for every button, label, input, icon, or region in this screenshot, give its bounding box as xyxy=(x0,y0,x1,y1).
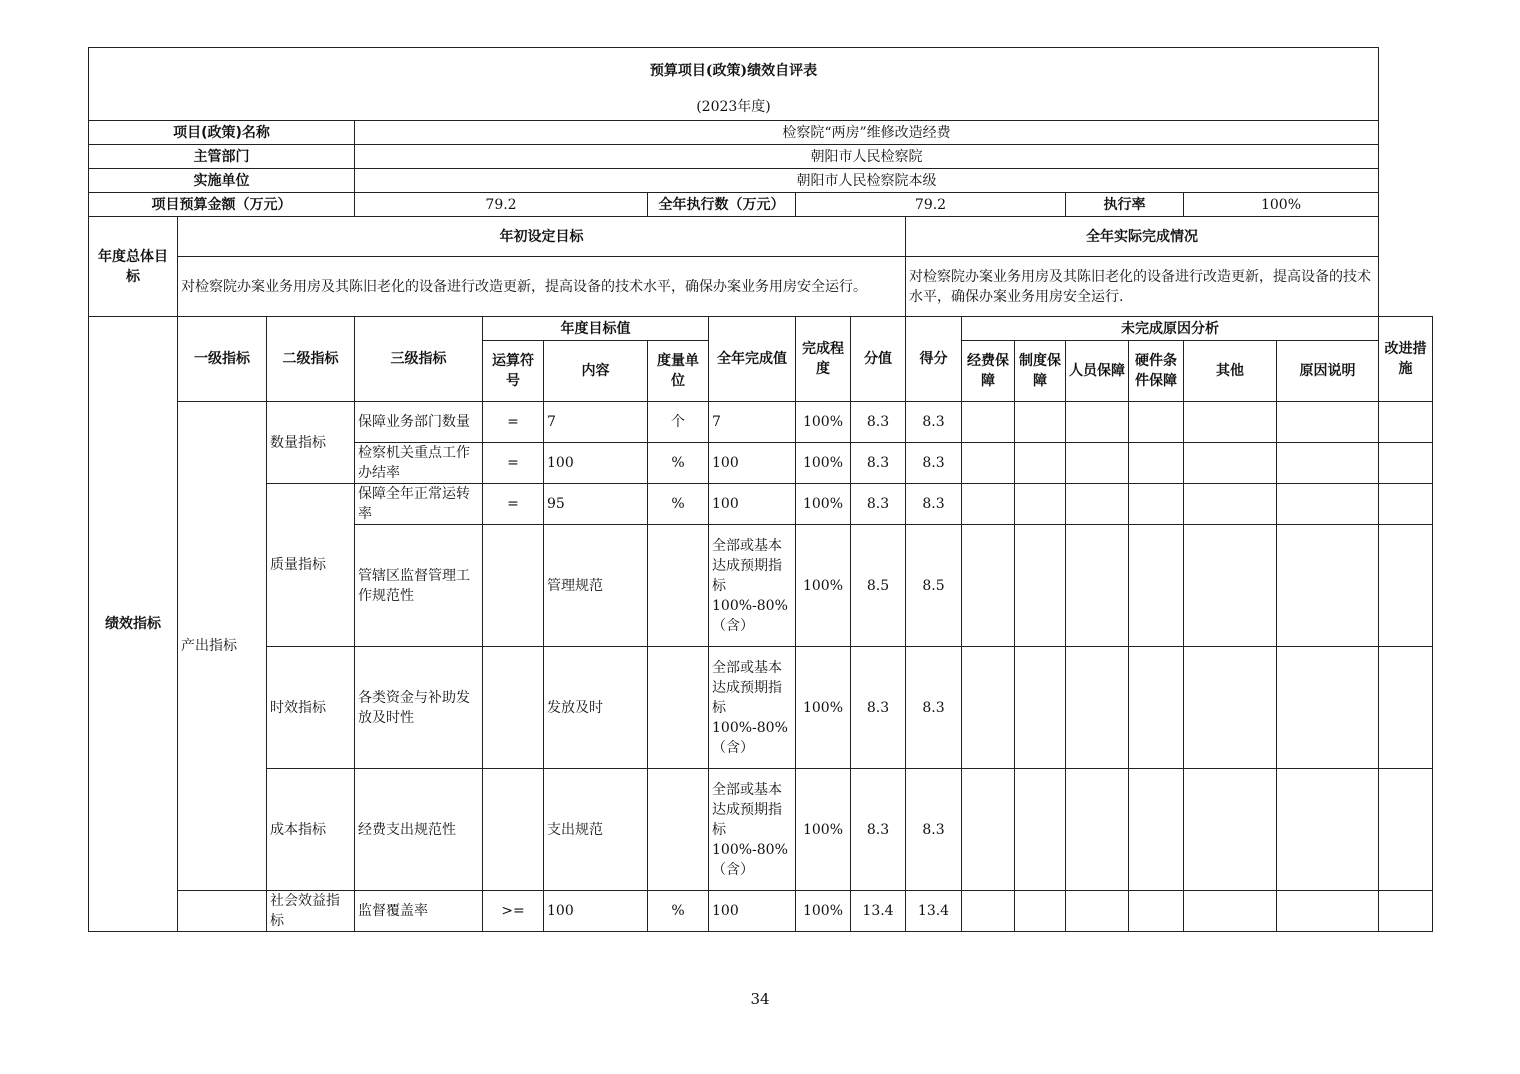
col-level2: 二级指标 xyxy=(267,317,355,402)
operator-cell: = xyxy=(483,402,544,443)
col-actual: 全年完成值 xyxy=(709,317,796,402)
content-cell: 100 xyxy=(544,443,648,484)
value-cell: 8.3 xyxy=(851,769,906,891)
project-name-label: 项目(政策)名称 xyxy=(89,121,355,145)
content-cell: 100 xyxy=(544,891,648,932)
reason-cell xyxy=(1277,402,1379,443)
improve-cell xyxy=(1379,891,1433,932)
actual-goal-text: 对检察院办案业务用房及其陈旧老化的设备进行改造更新，提高设备的技术水平，确保办案业务用房安全运行. xyxy=(906,257,1379,317)
operator-cell xyxy=(483,769,544,891)
improve-cell xyxy=(1379,769,1433,891)
reason-cell xyxy=(1277,891,1379,932)
actual-cell: 100 xyxy=(709,443,796,484)
reason-cell xyxy=(1184,891,1277,932)
reason-cell xyxy=(1129,525,1184,647)
content-cell: 95 xyxy=(544,484,648,525)
reason-cell xyxy=(1015,484,1066,525)
completion-cell: 100% xyxy=(796,443,851,484)
reason-cell xyxy=(1277,525,1379,647)
dept-label: 主管部门 xyxy=(89,145,355,169)
reason-cell xyxy=(1066,402,1129,443)
reason-cell xyxy=(962,647,1015,769)
score-cell: 8.3 xyxy=(906,402,962,443)
reason-cell xyxy=(1129,484,1184,525)
value-cell: 8.3 xyxy=(851,402,906,443)
score-cell: 8.5 xyxy=(906,525,962,647)
table-row xyxy=(89,484,1433,525)
reason-cell xyxy=(1129,891,1184,932)
level3-cell: 监督覆盖率 xyxy=(355,891,483,932)
col-reason-system: 制度保障 xyxy=(1015,341,1066,402)
improve-cell xyxy=(1379,443,1433,484)
completion-cell: 100% xyxy=(796,484,851,525)
level3-cell: 经费支出规范性 xyxy=(355,769,483,891)
table-row xyxy=(89,647,1433,769)
exec-value: 79.2 xyxy=(796,193,1066,217)
col-score-value: 分值 xyxy=(851,317,906,402)
col-improve: 改进措施 xyxy=(1379,317,1433,402)
col-level1: 一级指标 xyxy=(178,317,267,402)
operator-cell xyxy=(483,647,544,769)
completion-cell: 100% xyxy=(796,647,851,769)
level3-cell: 管辖区监督管理工作规范性 xyxy=(355,525,483,647)
value-cell: 8.3 xyxy=(851,443,906,484)
completion-cell: 100% xyxy=(796,769,851,891)
reason-cell xyxy=(1015,443,1066,484)
level2-cell: 社会效益指标 xyxy=(267,891,355,932)
level2-cell: 数量指标 xyxy=(267,402,355,484)
reason-cell xyxy=(1277,443,1379,484)
actual-cell: 全部或基本达成预期指标100%-80%（含） xyxy=(709,647,796,769)
operator-cell: = xyxy=(483,484,544,525)
reason-cell xyxy=(1129,443,1184,484)
exec-label: 全年执行数（万元） xyxy=(648,193,796,217)
level3-cell: 各类资金与补助发放及时性 xyxy=(355,647,483,769)
initial-goal-label: 年初设定目标 xyxy=(178,217,906,257)
level1-cell xyxy=(178,891,267,932)
level3-cell: 保障业务部门数量 xyxy=(355,402,483,443)
table-row xyxy=(89,769,1433,891)
reason-cell xyxy=(1277,769,1379,891)
score-cell: 8.3 xyxy=(906,484,962,525)
reason-cell xyxy=(1066,484,1129,525)
content-cell: 发放及时 xyxy=(544,647,648,769)
reason-cell xyxy=(1066,525,1129,647)
score-cell: 8.3 xyxy=(906,769,962,891)
reason-cell xyxy=(1015,525,1066,647)
unit-cell xyxy=(648,525,709,647)
reason-cell xyxy=(1129,402,1184,443)
unit-cell xyxy=(648,647,709,769)
reason-cell xyxy=(1015,769,1066,891)
content-cell: 管理规范 xyxy=(544,525,648,647)
actual-cell: 100 xyxy=(709,891,796,932)
level2-cell: 时效指标 xyxy=(267,647,355,769)
score-cell: 13.4 xyxy=(906,891,962,932)
reason-cell xyxy=(962,402,1015,443)
operator-cell xyxy=(483,525,544,647)
value-cell: 8.3 xyxy=(851,647,906,769)
reason-cell xyxy=(1015,647,1066,769)
unit-cell: % xyxy=(648,891,709,932)
reason-cell xyxy=(1277,484,1379,525)
col-target-group: 年度目标值 xyxy=(483,317,709,341)
annual-goal-label: 年度总体目标 xyxy=(89,217,178,317)
unit-cell xyxy=(648,769,709,891)
initial-goal-text: 对检察院办案业务用房及其陈旧老化的设备进行改造更新，提高设备的技术水平，确保办案业务用房安全运行。 xyxy=(178,257,906,317)
completion-cell: 100% xyxy=(796,402,851,443)
impl-unit-value: 朝阳市人民检察院本级 xyxy=(355,169,1379,193)
table-row xyxy=(89,891,1433,932)
reason-cell xyxy=(962,891,1015,932)
page-title: 预算项目(政策)绩效自评表 xyxy=(89,48,1379,95)
col-reason-fund: 经费保障 xyxy=(962,341,1015,402)
level3-cell: 检察机关重点工作办结率 xyxy=(355,443,483,484)
content-cell: 7 xyxy=(544,402,648,443)
level2-cell: 质量指标 xyxy=(267,484,355,647)
col-content: 内容 xyxy=(544,341,648,402)
reason-cell xyxy=(1129,647,1184,769)
budget-label: 项目预算金额（万元） xyxy=(89,193,355,217)
actual-cell: 7 xyxy=(709,402,796,443)
col-operator: 运算符号 xyxy=(483,341,544,402)
reason-cell xyxy=(1066,891,1129,932)
col-reason-other: 其他 xyxy=(1184,341,1277,402)
performance-table xyxy=(88,47,1433,932)
value-cell: 8.5 xyxy=(851,525,906,647)
actual-goal-label: 全年实际完成情况 xyxy=(906,217,1379,257)
unit-cell: 个 xyxy=(648,402,709,443)
dept-value: 朝阳市人民检察院 xyxy=(355,145,1379,169)
score-cell: 8.3 xyxy=(906,443,962,484)
reason-cell xyxy=(1184,525,1277,647)
reason-cell xyxy=(1066,443,1129,484)
level1-output: 产出指标 xyxy=(178,402,267,891)
page-number: 34 xyxy=(750,990,770,1008)
operator-cell: >= xyxy=(483,891,544,932)
budget-value: 79.2 xyxy=(355,193,648,217)
impl-unit-label: 实施单位 xyxy=(89,169,355,193)
col-level3: 三级指标 xyxy=(355,317,483,402)
col-reason-staff: 人员保障 xyxy=(1066,341,1129,402)
unit-cell: % xyxy=(648,484,709,525)
completion-cell: 100% xyxy=(796,891,851,932)
actual-cell: 100 xyxy=(709,484,796,525)
improve-cell xyxy=(1379,402,1433,443)
level3-cell: 保障全年正常运转率 xyxy=(355,484,483,525)
col-completion: 完成程度 xyxy=(796,317,851,402)
reason-cell xyxy=(1015,891,1066,932)
reason-cell xyxy=(962,443,1015,484)
actual-cell: 全部或基本达成预期指标100%-80%（含） xyxy=(709,769,796,891)
score-cell: 8.3 xyxy=(906,647,962,769)
value-cell: 8.3 xyxy=(851,484,906,525)
improve-cell xyxy=(1379,484,1433,525)
operator-cell: = xyxy=(483,443,544,484)
col-reason-hardware: 硬件条件保障 xyxy=(1129,341,1184,402)
reason-cell xyxy=(962,484,1015,525)
rate-label: 执行率 xyxy=(1066,193,1184,217)
improve-cell xyxy=(1379,647,1433,769)
reason-cell xyxy=(1184,443,1277,484)
reason-cell xyxy=(1184,402,1277,443)
actual-cell: 全部或基本达成预期指标100%-80%（含） xyxy=(709,525,796,647)
reason-cell xyxy=(1129,769,1184,891)
reason-cell xyxy=(1066,769,1129,891)
col-reason-note: 原因说明 xyxy=(1277,341,1379,402)
value-cell: 13.4 xyxy=(851,891,906,932)
col-reason-group: 未完成原因分析 xyxy=(962,317,1379,341)
reason-cell xyxy=(1066,647,1129,769)
content-cell: 支出规范 xyxy=(544,769,648,891)
completion-cell: 100% xyxy=(796,525,851,647)
rate-value: 100% xyxy=(1184,193,1379,217)
level2-cell: 成本指标 xyxy=(267,769,355,891)
col-score: 得分 xyxy=(906,317,962,402)
table-row xyxy=(89,402,1433,443)
reason-cell xyxy=(1184,647,1277,769)
project-name: 检察院“两房”维修改造经费 xyxy=(355,121,1379,145)
reason-cell xyxy=(1277,647,1379,769)
reason-cell xyxy=(962,769,1015,891)
perf-indicator-label: 绩效指标 xyxy=(89,317,178,932)
unit-cell: % xyxy=(648,443,709,484)
improve-cell xyxy=(1379,525,1433,647)
reason-cell xyxy=(962,525,1015,647)
reason-cell xyxy=(1184,769,1277,891)
reason-cell xyxy=(1184,484,1277,525)
col-unit: 度量单位 xyxy=(648,341,709,402)
fiscal-year: (2023年度) xyxy=(89,94,1379,121)
reason-cell xyxy=(1015,402,1066,443)
